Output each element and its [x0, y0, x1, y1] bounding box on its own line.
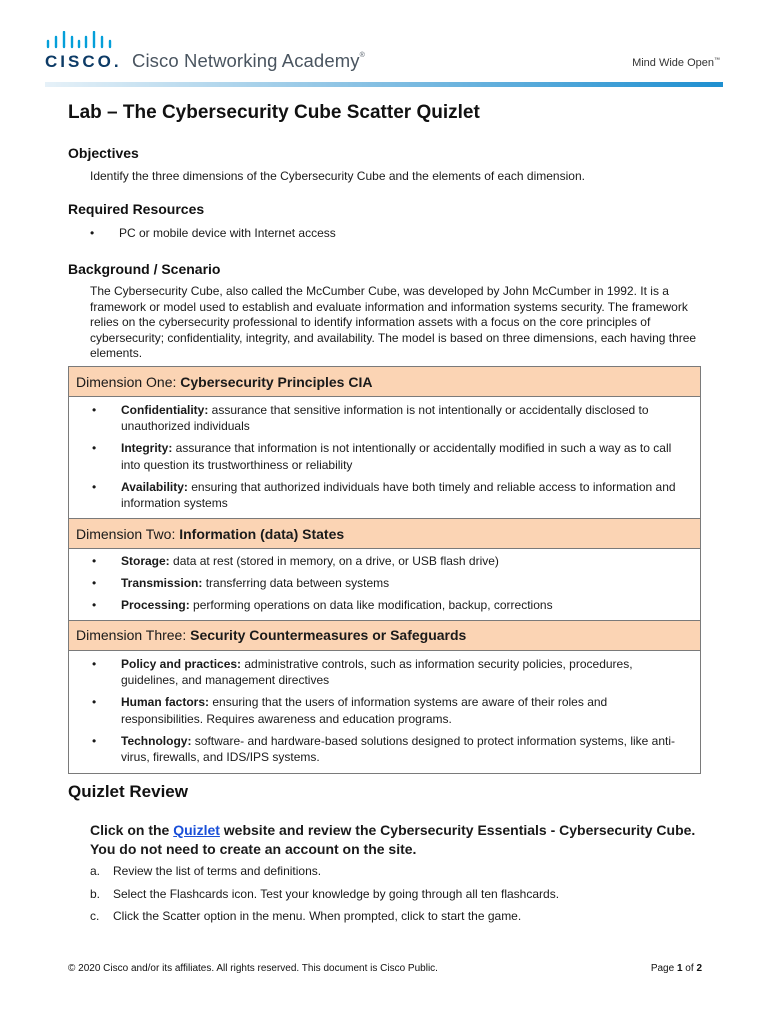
step-item: a. Review the list of terms and definitions.	[90, 864, 322, 878]
academy-name: Cisco Networking Academy®	[132, 50, 365, 71]
list-item: • Processing: performing operations on data like modification, backup, corrections	[92, 598, 553, 612]
page-title: Lab – The Cybersecurity Cube Scatter Quizlet	[68, 102, 480, 123]
quizlet-steps	[90, 864, 690, 932]
quizlet-review-heading: Quizlet Review	[68, 782, 188, 801]
step-item: b. Select the Flashcards icon. Test your knowledge by going through all ten flashcards.	[90, 886, 560, 901]
dimension-three-body	[69, 650, 701, 773]
step-item: c. Click the Scatter option in the menu. When prompted, click to start the game.	[90, 909, 522, 923]
list-item: • PC or mobile device with Internet access	[90, 226, 336, 240]
dimension-two-header: Dimension Two: Information (data) States	[69, 519, 701, 549]
list-item: • Integrity: assurance that information is not intentionally or accidentally modified in such a way as to call into question its trustworthiness or reliability	[92, 441, 672, 472]
background-heading: Background / Scenario	[68, 261, 221, 277]
quizlet-instructions: Click on the Quizlet website and review the Cybersecurity Essentials - Cybersecurity Cube. You do not need to create an account on the site.	[90, 822, 696, 857]
list-item: • Policy and practices: administrative controls, such as information security policies, procedures, guidelines, and management directives	[92, 656, 633, 687]
list-item: • Confidentiality: assurance that sensitive information is not intentionally or accidentally disclosed to unauthorized individuals	[92, 402, 649, 433]
list-item: • Human factors: ensuring that the users of information systems are aware of their roles and responsibilities. Requires awareness and education programs.	[92, 695, 608, 726]
copyright-text: © 2020 Cisco and/or its affiliates. All rights reserved. This document is Cisco Public.	[68, 963, 438, 974]
dimension-three-header: Dimension Three: Security Countermeasures or Safeguards	[69, 620, 701, 650]
objectives-text: Identify the three dimensions of the Cybersecurity Cube and the elements of each dimension.	[90, 169, 585, 183]
list-item: • Availability: ensuring that authorized individuals have both timely and reliable access to information and information systems	[92, 479, 676, 510]
cisco-logo-word: CISCO.	[45, 52, 122, 71]
page-header	[0, 0, 768, 92]
dimensions-table	[68, 366, 701, 774]
list-item: • Storage: data at rest (stored in memory, on a drive, or USB flash drive)	[92, 554, 499, 568]
dimension-one-header: Dimension One: Cybersecurity Principles CIA	[69, 367, 701, 397]
cisco-logo-bars-icon	[46, 31, 112, 51]
background-text: The Cybersecurity Cube, also called the McCumber Cube, was developed by John McCumber in 1992. It is a framework or model used to establish and evaluate information and information systems security. The framework relies on the cybersecurity professional to identify information assets with a focus on the core principles of cybersecurity; confidentiality, integrity, and availability. The model is based on three dimensions, each having three elements.	[90, 284, 697, 360]
resources-list	[90, 225, 690, 242]
header-divider	[45, 82, 723, 87]
list-item: • Transmission: transferring data between systems	[92, 576, 390, 590]
dimension-one-body	[69, 397, 701, 519]
list-item: • Technology: software- and hardware-based solutions designed to protect information systems, like anti-virus, firewalls, and IDS/IPS systems.	[92, 733, 676, 764]
objectives-heading: Objectives	[68, 145, 139, 161]
page-footer	[68, 963, 702, 974]
tagline: Mind Wide Open™	[632, 57, 720, 69]
page-number: Page 1 of 2	[650, 963, 702, 974]
resources-heading: Required Resources	[68, 201, 205, 217]
dimension-two-body	[69, 549, 701, 621]
quizlet-link[interactable]: Quizlet	[173, 822, 220, 838]
